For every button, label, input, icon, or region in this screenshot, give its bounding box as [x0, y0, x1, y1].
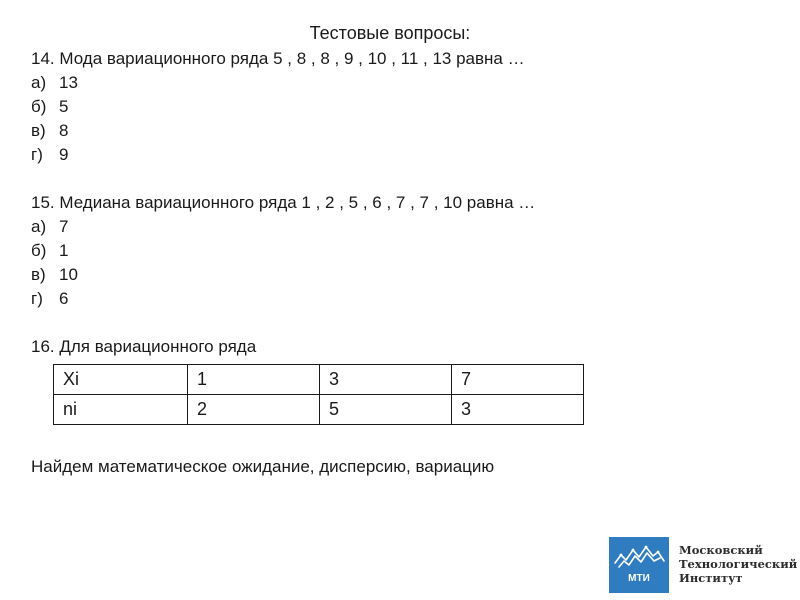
table-cell: 7	[452, 365, 584, 395]
option-value: 5	[59, 97, 69, 116]
table-cell: 1	[188, 365, 320, 395]
question-14-option-b	[31, 95, 771, 119]
logo-line-2: Технологический	[679, 557, 798, 571]
question-15-option-d	[31, 287, 771, 311]
table-cell: Xi	[54, 365, 188, 395]
option-label: б)	[31, 241, 47, 260]
question-15-option-c	[31, 263, 771, 287]
table-cell: 3	[452, 395, 584, 425]
questions-block	[31, 47, 771, 359]
option-label: в)	[31, 121, 46, 140]
option-value: 13	[59, 73, 78, 92]
mti-logo-text	[679, 543, 797, 585]
question-14-option-a	[31, 71, 771, 95]
question-16-text: 16. Для вариационного ряда	[31, 337, 257, 356]
option-value: 7	[59, 217, 69, 236]
option-label: г)	[31, 289, 43, 308]
slide-title: Тестовые вопросы:	[309, 23, 471, 43]
table-cell: ni	[54, 395, 188, 425]
variation-series-table	[53, 364, 584, 425]
mountains-icon	[609, 537, 669, 593]
option-label: г)	[31, 145, 43, 164]
question-14-option-c	[31, 119, 771, 143]
table-row	[54, 365, 584, 395]
mti-logo	[609, 537, 798, 593]
question-14-option-d	[31, 143, 771, 167]
question-14-text: 14. Мода вариационного ряда 5 , 8 , 8 , 9 , 10 , 11 , 13 равна …	[31, 49, 525, 68]
logo-line-3: Институт	[679, 571, 743, 585]
option-label: а)	[31, 73, 47, 92]
table-cell: 3	[320, 365, 452, 395]
option-label: а)	[31, 217, 47, 236]
table-row	[54, 395, 584, 425]
logo-line-1: Московский	[679, 543, 763, 557]
mti-logo-mark	[609, 537, 669, 593]
task-statement: Найдем математическое ожидание, дисперсию, вариацию	[31, 457, 495, 476]
option-value: 8	[59, 121, 69, 140]
question-15-text: 15. Медиана вариационного ряда 1 , 2 , 5 , 6 , 7 , 7 , 10 равна …	[31, 193, 536, 212]
mti-logo-mark-text: МТИ	[628, 573, 650, 584]
table-cell: 2	[188, 395, 320, 425]
option-value: 9	[59, 145, 69, 164]
option-value: 1	[59, 241, 69, 260]
option-value: 6	[59, 289, 69, 308]
option-label: в)	[31, 265, 46, 284]
question-15-option-b	[31, 239, 771, 263]
table-cell: 5	[320, 395, 452, 425]
option-value: 10	[59, 265, 78, 284]
option-label: б)	[31, 97, 47, 116]
question-15-option-a	[31, 215, 771, 239]
